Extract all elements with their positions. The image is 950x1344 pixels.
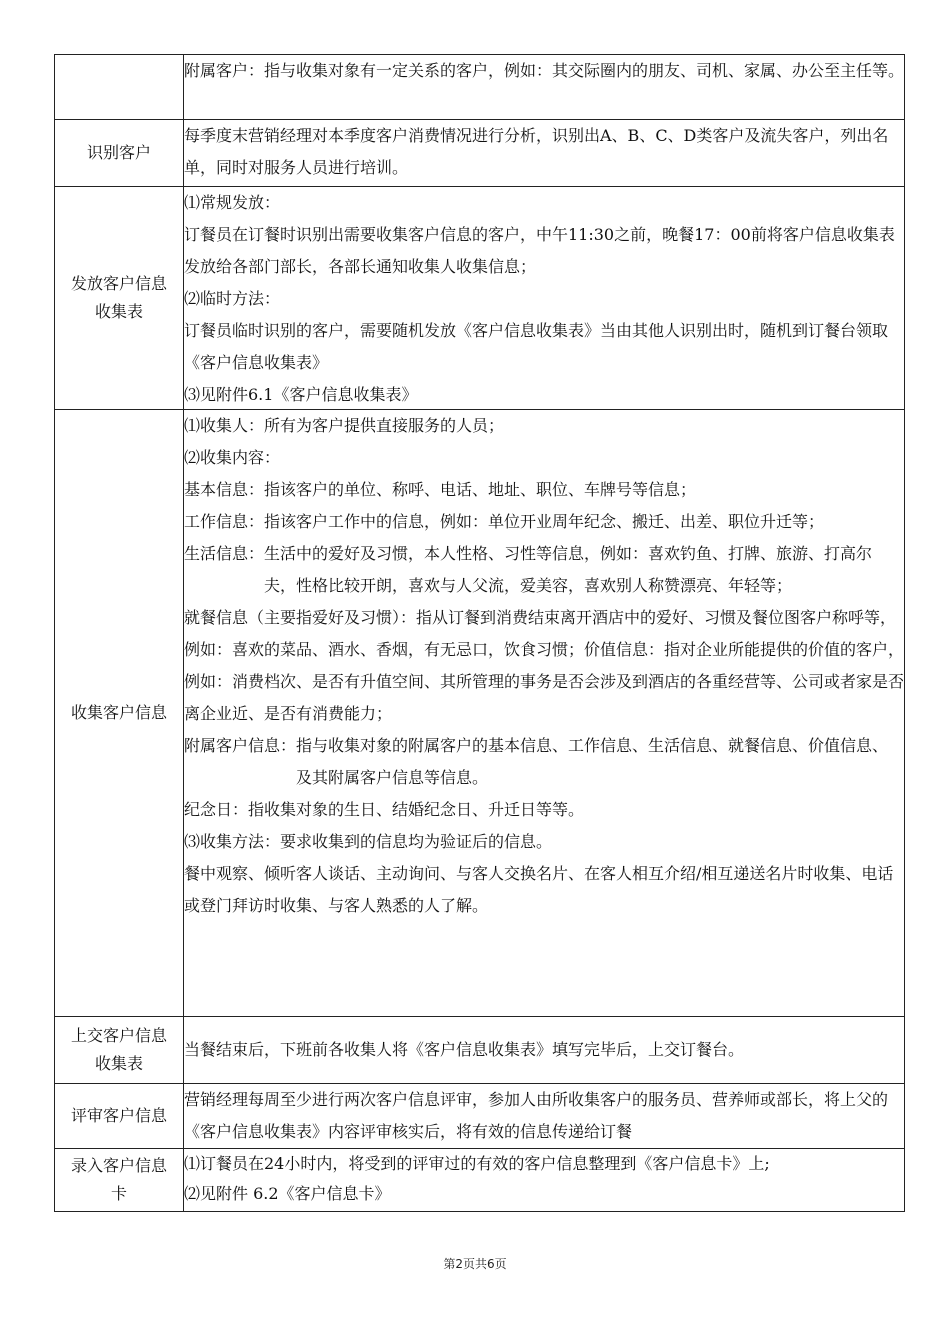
row-label [55,55,183,119]
row-label-cell [55,1017,184,1084]
paragraph: 附属客户：指与收集对象有一定关系的客户，例如：其交际圈内的朋友、司机、家属、办公至主任等。 [184,61,904,80]
row-label-cell [55,410,184,1017]
paragraph: 营销经理每周至少进行两次客户信息评审，参加人由所收集客户的服务员、营养师或部长，将上父的《客户信息收集表》内容评审核实后，将有效的信息传递给订餐 [184,1090,889,1141]
hang-key: 生活信息： [184,544,265,563]
paragraph: ⑵临时方法： [184,289,281,308]
row-label: 评审客户信息 [70,1106,167,1125]
row-label-cell [55,1149,184,1212]
row-label-cell [55,55,184,120]
row-label-cell [55,1084,184,1149]
row-label: 收集客户信息 [70,703,167,722]
hanging-paragraph [184,506,904,538]
row-content-cell [184,1084,905,1149]
table-row [55,1084,905,1149]
paragraph: 订餐员临时识别的客户，需要随机发放《客户信息收集表》当由其他人识别出时，随机到订餐台领取《客户信息收集表》 [184,321,889,372]
paragraph: ⑴订餐员在24小时内，将受到的评审过的有效的客户信息整理到《客户信息卡》上; [184,1154,770,1173]
paragraph: 纪念日：指收集对象的生日、结婚纪念日、升迁日等等。 [184,800,585,819]
table-row [55,1017,905,1084]
hang-key: 工作信息： [184,512,265,531]
row-label: 发放客户信息收集表 [70,274,167,321]
paragraph: 餐中观察、倾听客人谈话、主动询问、与客人交换名片、在客人相互介绍/相互递送名片时收集、电话或登门拜访时收集、与客人熟悉的人了解。 [184,864,894,915]
page-footer: 第2页共6页 [443,1257,507,1271]
hang-value: 生活中的爱好及习惯，本人性格、习性等信息，例如：喜欢钓鱼、打牌、旅游、打高尔夫，性格比较开朗，喜欢与人父流，爱美容，喜欢别人称赞漂亮、年轻等； [264,544,873,595]
table-row [55,120,905,187]
table-row [55,187,905,410]
paragraph: ⑵见附件 6.2《客户信息卡》 [184,1184,391,1203]
row-label-cell [55,187,184,410]
table-row [55,1149,905,1212]
row-label: 识别客户 [86,143,151,162]
paragraph: ⑴收集人：所有为客户提供直接服务的人员； [184,416,505,435]
row-label-cell [55,120,184,187]
row-content-cell [184,187,905,410]
table-row [55,55,905,120]
row-label: 上交客户信息收集表 [70,1026,167,1073]
hanging-paragraph [184,538,904,602]
procedure-table [54,54,905,1212]
paragraph: 订餐员在订餐时识别出需要收集客户信息的客户，中午11:30之前，晚餐17：00前将客户信息收集表发放给各部门部长，各部长通知收集人收集信息； [184,225,895,276]
row-label: 录入客户信息卡 [70,1156,167,1203]
hang-value: 指与收集对象的附属客户的基本信息、工作信息、生活信息、就餐信息、价值信息、及其附属客户信息等信息。 [296,736,889,787]
row-content-cell [184,410,905,1017]
paragraph: ⑶见附件6.1《客户信息收集表》 [184,385,418,404]
hanging-paragraph [184,730,904,794]
hang-key: 附属客户信息： [184,736,297,755]
table-row [55,410,905,1017]
row-content-cell [184,1149,905,1212]
paragraph: ⑵收集内容： [184,448,281,467]
paragraph: 基本信息：指该客户的单位、称呼、电话、地址、职位、车牌号等信息； [184,480,697,499]
paragraph: ⑴常规发放： [184,193,281,212]
row-content-cell [184,1017,905,1084]
paragraph: 当餐结束后，下班前各收集人将《客户信息收集表》填写完毕后，上交订餐台。 [184,1040,745,1059]
row-content-cell [184,120,905,187]
hang-value: 指该客户工作中的信息，例如：单位开业周年纪念、搬迁、出差、职位升迁等； [264,512,825,531]
paragraph: 每季度末营销经理对本季度客户消费情况进行分析，识别出A、B、C、D类客户及流失客户，列出名单，同时对服务人员进行培训。 [184,126,889,177]
paragraph: 就餐信息（主要指爱好及习惯）：指从订餐到消费结束离开酒店中的爱好、习惯及餐位图客户称呼等，例如：喜欢的菜品、酒水、香烟，有无忌口，饮食习惯；价值信息：指对企业所能提供的价值的客户，例如：消费档次、是否有升值空间、其所管理的事务是否会涉及到酒店的各重经营等、公司或者家是否离企业近、是否有消费能力； [184,608,904,723]
paragraph: ⑶收集方法：要求收集到的信息均为验证后的信息。 [184,832,553,851]
row-content-cell [184,55,905,120]
